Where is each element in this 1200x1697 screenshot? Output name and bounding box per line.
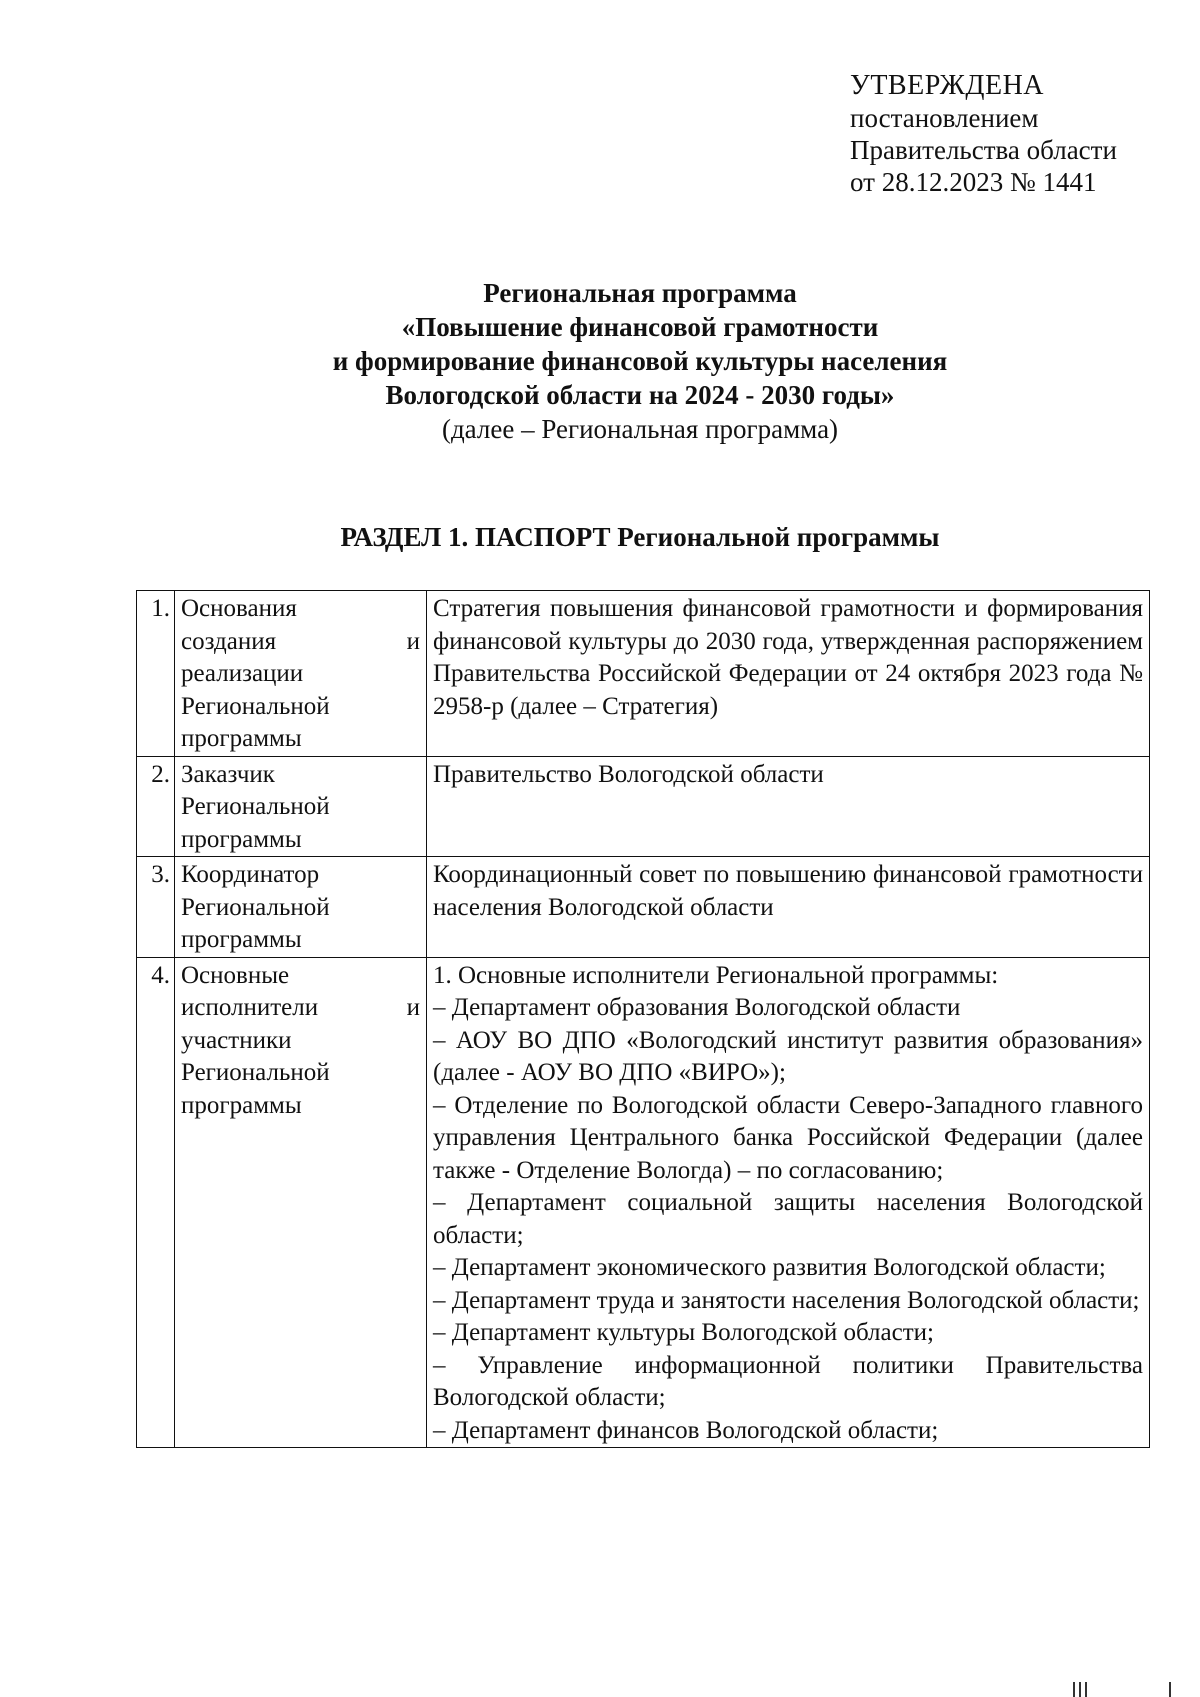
title-line: и формирование финансовой культуры населения	[332, 346, 948, 376]
row-name-line: Региональной	[181, 1059, 330, 1086]
table-row	[137, 957, 1150, 1448]
row-name-word: и	[406, 994, 420, 1021]
row-name-line: программы	[181, 1091, 302, 1119]
row-name-line: Заказчик	[181, 760, 275, 788]
program-title	[0, 276, 1200, 446]
approval-line: Правительства области	[850, 135, 1117, 165]
row-name-line: программы	[181, 825, 302, 853]
list-item: – Департамент труда и занятости населения Вологодской области;	[433, 1286, 1140, 1314]
approval-heading: УТВЕРЖДЕНА	[850, 70, 1045, 101]
row-text: Правительство Вологодской области	[427, 756, 1150, 857]
approval-date-number: от 28.12.2023 № 1441	[850, 167, 1097, 197]
row-name-line: реализации	[181, 660, 304, 687]
row-name-line: Региональной	[181, 893, 330, 921]
row-name-line: Координатор	[181, 861, 320, 888]
table-row	[137, 857, 1150, 958]
approval-line: постановлением	[850, 103, 1039, 133]
row-name-line	[181, 992, 420, 1025]
row-number: 4.	[137, 957, 175, 1448]
title-line: Вологодской области на 2024 - 2030 годы»	[385, 380, 895, 410]
scan-mark	[1073, 1682, 1075, 1697]
row-text: Координационный совет по повышению финансовой грамотности населения Вологодской области	[427, 857, 1150, 958]
row-name	[175, 756, 427, 857]
list-item: – Отделение по Вологодской области Северо-Западного главного управления Центрального банка Российской Федерации (далее также - Отделение Вологда) – по согласованию;	[433, 1091, 1143, 1184]
row-name-line: Основные	[181, 961, 290, 989]
row-name-word: исполнители	[181, 994, 319, 1021]
row-name-line	[181, 626, 420, 659]
scan-mark	[1085, 1682, 1087, 1697]
row-name	[175, 857, 427, 958]
title-line: «Повышение финансовой грамотности	[401, 312, 879, 342]
table-row	[137, 756, 1150, 857]
table-row	[137, 591, 1150, 757]
title-note: (далее – Региональная программа)	[441, 414, 839, 444]
list-item: – Управление информационной политики Правительства Вологодской области;	[433, 1351, 1143, 1411]
row-name-word: создания	[181, 627, 277, 655]
list-item: – Департамент культуры Вологодской области;	[433, 1319, 934, 1346]
row-name-line: Региональной	[181, 692, 330, 720]
row-number: 1.	[137, 591, 175, 757]
row-number: 3.	[137, 857, 175, 958]
list-item: – АОУ ВО ДПО «Вологодский институт развития образования» (далее - АОУ ВО ДПО «ВИРО»);	[433, 1026, 1143, 1086]
row-name-line: участники	[181, 1026, 292, 1054]
scan-mark	[1169, 1682, 1171, 1697]
list-item: – Департамент финансов Вологодской области;	[433, 1416, 939, 1444]
row-name	[175, 591, 427, 757]
scan-mark	[1079, 1682, 1081, 1697]
approval-stamp	[850, 70, 1117, 198]
row-text: Стратегия повышения финансовой грамотности и формирования финансовой культуры до 2030 года, утвержденная распоряжением Правительства Российской Федерации от 24 октября 2023 года № 2958-р (далее – Стратегия)	[427, 591, 1150, 757]
title-line: Региональная программа	[483, 278, 797, 308]
list-item: – Департамент социальной защиты населения Вологодской области;	[433, 1189, 1143, 1249]
row-name-line: программы	[181, 725, 302, 752]
row-name-line: программы	[181, 926, 302, 953]
row-name-word: и	[406, 627, 420, 655]
list-item: – Департамент экономического развития Вологодской области;	[433, 1254, 1106, 1281]
row-number: 2.	[137, 756, 175, 857]
row-name	[175, 957, 427, 1448]
row-name-line: Основания	[181, 595, 297, 622]
list-item: – Департамент образования Вологодской области	[433, 994, 961, 1021]
list-item: 1. Основные исполнители Региональной программы:	[433, 961, 999, 989]
section-title: РАЗДЕЛ 1. ПАСПОРТ Региональной программы	[340, 522, 940, 552]
scan-marks	[1065, 1678, 1175, 1697]
passport-table	[136, 590, 1150, 1448]
row-name-line: Региональной	[181, 793, 330, 820]
row-text	[427, 957, 1150, 1448]
